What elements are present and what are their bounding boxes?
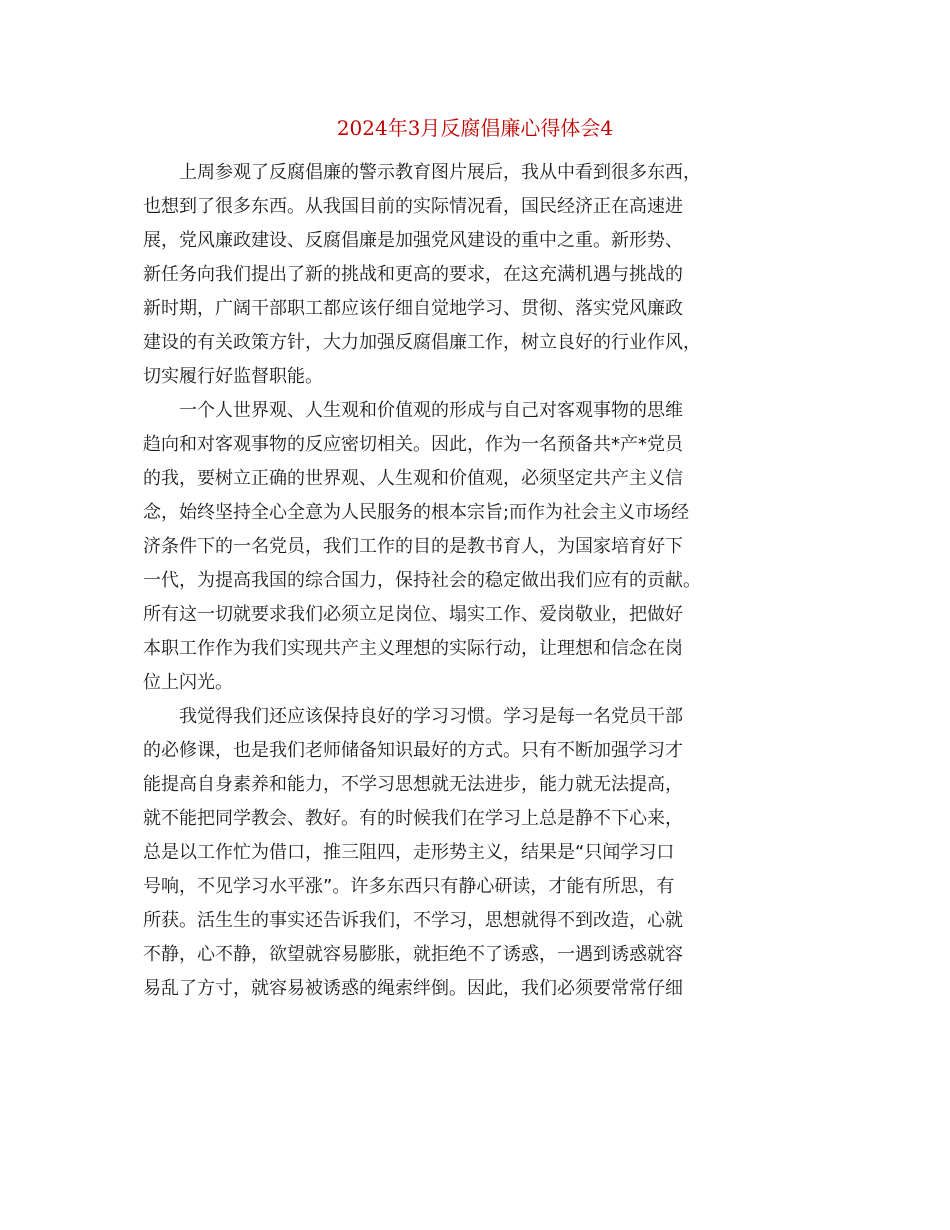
text-line: 易乱了方寸，就容易被诱惑的绳索绊倒。因此，我们必须要常常仔细 — [143, 978, 683, 999]
text-line: 建设的有关政策方针，大力加强反腐倡廉工作，树立良好的行业作风， — [143, 332, 701, 353]
text-line: 所获。活生生的事实还告诉我们，不学习，思想就得不到改造，心就 — [143, 910, 683, 931]
text-line: 趋向和对客观事物的反应密切相关。因此，作为一名预备共*产*党员 — [143, 434, 683, 455]
text-line: 济条件下的一名党员，我们工作的目的是教书育人，为国家培育好下 — [143, 536, 683, 557]
text-line: 上周参观了反腐倡廉的警示教育图片展后，我从中看到很多东西， — [179, 162, 701, 183]
text-line: 本职工作作为我们实现共产主义理想的实际行动，让理想和信念在岗 — [143, 638, 683, 659]
text-line: 号响，不见学习水平涨”。许多东西只有静心研读，才能有所思，有 — [143, 876, 675, 897]
paragraph-3 — [143, 700, 808, 1006]
text-line: 就不能把同学教会、教好。有的时候我们在学习上总是静不下心来， — [143, 808, 683, 829]
paragraph-1 — [143, 156, 808, 394]
text-line: 的我，要树立正确的世界观、人生观和价值观，必须坚定共产主义信 — [143, 468, 683, 489]
document-title: 2024年3月反腐倡廉心得体会4 — [336, 116, 614, 140]
paragraph-2 — [143, 394, 808, 700]
document-body — [143, 156, 808, 1006]
text-line: 不静，心不静，欲望就容易膨胀，就拒绝不了诱惑，一遇到诱惑就容 — [143, 944, 683, 965]
text-line: 所有这一切就要求我们必须立足岗位、塌实工作、爱岗敬业，把做好 — [143, 604, 683, 625]
text-line: 的必修课，也是我们老师储备知识最好的方式。只有不断加强学习才 — [143, 740, 683, 761]
text-line: 也想到了很多东西。从我国目前的实际情况看，国民经济正在高速进 — [143, 196, 683, 217]
text-line: 总是以工作忙为借口，推三阻四，走形势主义，结果是“只闻学习口 — [143, 842, 675, 863]
text-line: 一代，为提高我国的综合国力，保持社会的稳定做出我们应有的贡献。 — [143, 570, 701, 591]
text-line: 新任务向我们提出了新的挑战和更高的要求，在这充满机遇与挑战的 — [143, 264, 683, 285]
text-line: 念，始终坚持全心全意为人民服务的根本宗旨;而作为社会主义市场经 — [143, 502, 690, 523]
text-line: 能提高自身素养和能力，不学习思想就无法进步，能力就无法提高， — [143, 774, 683, 795]
text-line: 切实履行好监督职能。 — [143, 366, 323, 387]
text-line: 展，党风廉政建设、反腐倡廉是加强党风建设的重中之重。新形势、 — [143, 230, 683, 251]
text-line: 位上闪光。 — [143, 672, 233, 693]
text-line: 一个人世界观、人生观和价值观的形成与自己对客观事物的思维 — [179, 400, 683, 421]
text-line: 我觉得我们还应该保持良好的学习习惯。学习是每一名党员干部 — [179, 706, 683, 727]
text-line: 新时期，广阔干部职工都应该仔细自觉地学习、贯彻、落实党风廉政 — [143, 298, 683, 319]
